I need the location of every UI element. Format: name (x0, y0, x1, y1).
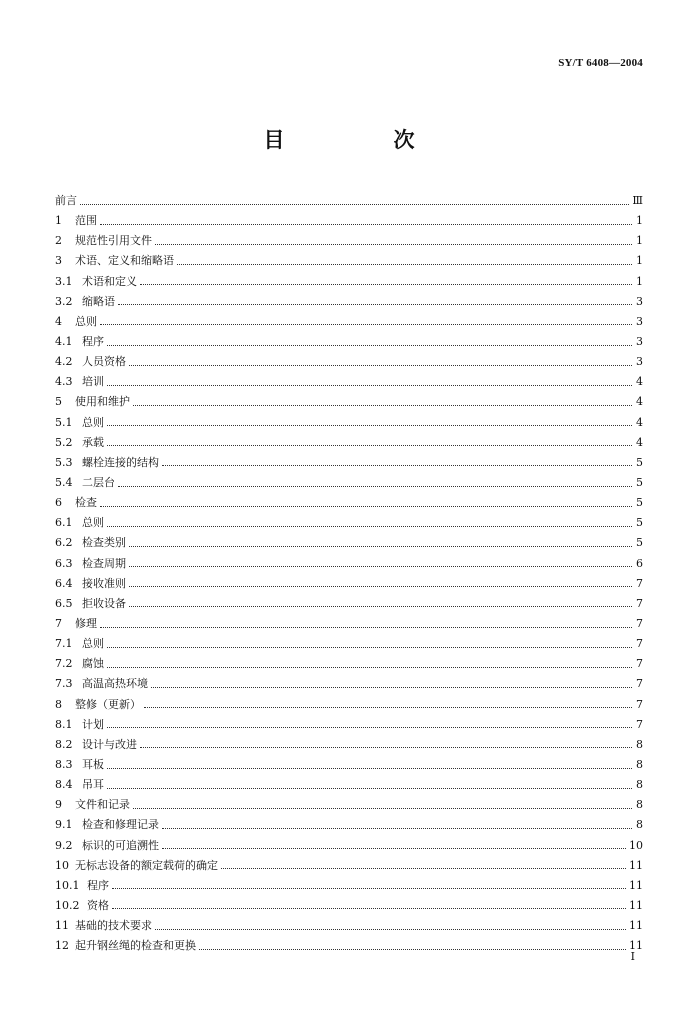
dot-leader (199, 949, 626, 950)
toc-entry-page: 11 (629, 898, 643, 912)
dot-leader (118, 486, 632, 487)
toc-entry[interactable] (55, 614, 643, 634)
toc-entry-page: 6 (636, 556, 643, 570)
toc-entry-number: 7.1 (55, 637, 73, 651)
toc-entry-page: 11 (629, 919, 643, 933)
toc-entry-title: 检查类别 (82, 536, 126, 550)
toc-entry[interactable] (55, 936, 643, 956)
toc-entry-page: 3 (636, 314, 643, 328)
toc-entry-page: 7 (636, 616, 643, 630)
toc-entry-title: 设计与改进 (82, 737, 137, 751)
toc-entry-number: 4.2 (55, 355, 73, 369)
dot-leader (140, 747, 632, 748)
toc-entry-page: 10 (629, 838, 643, 852)
toc-entry-number: 6.4 (55, 576, 73, 590)
toc-entry-page: 8 (636, 798, 643, 812)
toc-entry-title: 总则 (82, 637, 104, 651)
toc-entry[interactable] (55, 473, 643, 493)
toc-entry-title: 无标志设备的额定载荷的确定 (75, 858, 218, 872)
toc-entry-page: 7 (636, 596, 643, 610)
toc-entry-page: 5 (636, 475, 643, 489)
toc-entry-title: 前言 (55, 194, 77, 207)
dot-leader (107, 445, 632, 446)
dot-leader (107, 345, 632, 346)
toc-entry-title: 人员资格 (82, 355, 126, 369)
toc-entry[interactable] (55, 815, 643, 835)
toc-entry-page: 3 (636, 334, 643, 348)
toc-entry-number: 4 (55, 314, 62, 328)
dot-leader (100, 506, 632, 507)
toc-entry-page: 4 (636, 435, 643, 449)
toc-entry-number: 3.1 (55, 274, 73, 288)
toc-entry-page: Ⅲ (632, 194, 643, 207)
toc-entry[interactable] (55, 876, 643, 896)
toc-entry[interactable] (55, 755, 643, 775)
dot-leader (133, 405, 632, 406)
toc-entry-number: 11 (55, 919, 69, 933)
toc-entry-page: 1 (636, 274, 643, 288)
toc-entry-title: 吊耳 (82, 778, 104, 792)
toc-entry-page: 7 (636, 717, 643, 731)
dot-leader (107, 526, 632, 527)
toc-entry[interactable] (55, 513, 643, 533)
toc-entry-page: 5 (636, 536, 643, 550)
toc-entry[interactable] (55, 594, 643, 614)
toc-entry-title: 范围 (75, 214, 97, 228)
page-title: 目 次 (263, 127, 459, 152)
toc-entry-number: 9 (55, 798, 62, 812)
dot-leader (107, 647, 632, 648)
dot-leader (155, 929, 626, 930)
standard-code: SY/T 6408—2004 (558, 57, 643, 69)
toc-entry[interactable] (55, 493, 643, 513)
dot-leader (140, 284, 632, 285)
toc-entry[interactable] (55, 856, 643, 876)
dot-leader (107, 727, 632, 728)
toc-entry-number: 4.1 (55, 334, 73, 348)
dot-leader (107, 667, 632, 668)
toc-entry[interactable] (55, 211, 643, 231)
toc-entry[interactable] (55, 795, 643, 815)
toc-entry-title: 整修（更新） (75, 697, 141, 711)
toc-entry-title: 资格 (87, 898, 109, 912)
toc-entry[interactable] (55, 674, 643, 694)
toc-entry-number: 6.2 (55, 536, 73, 550)
toc-entry-title: 培训 (82, 375, 104, 389)
toc-entry-number: 4.3 (55, 375, 73, 389)
toc-entry-number: 1 (55, 214, 62, 228)
toc-entry[interactable] (55, 352, 643, 372)
toc-entry-title: 文件和记录 (75, 798, 130, 812)
toc-entry-number: 8.3 (55, 757, 73, 771)
toc-entry[interactable] (55, 191, 643, 211)
toc-entry-title: 螺栓连接的结构 (82, 455, 159, 469)
toc-entry[interactable] (55, 312, 643, 332)
toc-entry-page: 8 (636, 778, 643, 792)
toc-entry-number: 3.2 (55, 294, 73, 308)
toc-entry-title: 基础的技术要求 (75, 919, 152, 933)
toc-entry-number: 5.3 (55, 455, 73, 469)
toc-entry-number: 10 (55, 858, 69, 872)
toc-entry-page: 8 (636, 757, 643, 771)
toc-entry-number: 10.1 (55, 878, 80, 892)
dot-leader (129, 606, 632, 607)
dot-leader (129, 546, 632, 547)
toc-entry-number: 5.1 (55, 415, 73, 429)
toc-entry-page: 4 (636, 375, 643, 389)
toc-entry-number: 8.4 (55, 778, 73, 792)
dot-leader (100, 627, 632, 628)
toc-entry[interactable] (55, 272, 643, 292)
toc-entry-number: 8.1 (55, 717, 73, 731)
toc-entry[interactable] (55, 372, 643, 392)
toc-entry[interactable] (55, 896, 643, 916)
dot-leader (129, 586, 632, 587)
dot-leader (162, 465, 632, 466)
toc-entry-title: 缩略语 (82, 294, 115, 308)
dot-leader (100, 324, 632, 325)
toc-entry[interactable] (55, 533, 643, 553)
dot-leader (177, 264, 632, 265)
toc-entry-title: 二层台 (82, 475, 115, 489)
toc-entry-number: 6.5 (55, 596, 73, 610)
toc-entry-page: 1 (636, 214, 643, 228)
toc-entry[interactable] (55, 654, 643, 674)
toc-entry[interactable] (55, 231, 643, 251)
toc-entry-number: 8.2 (55, 737, 73, 751)
toc-entry[interactable] (55, 836, 643, 856)
dot-leader (107, 385, 632, 386)
dot-leader (221, 868, 626, 869)
toc-entry-title: 承载 (82, 435, 104, 449)
toc-entry-title: 接收准则 (82, 576, 126, 590)
toc-entry-title: 程序 (82, 334, 104, 348)
toc-entry[interactable] (55, 433, 643, 453)
toc-entry-number: 5.4 (55, 475, 73, 489)
toc-entry[interactable] (55, 735, 643, 755)
toc-entry[interactable] (55, 392, 643, 412)
toc-entry-number: 5 (55, 395, 62, 409)
toc-entry-page: 5 (636, 496, 643, 510)
toc-entry-page: 5 (636, 516, 643, 530)
toc-entry-title: 检查周期 (82, 556, 126, 570)
toc-entry-title: 标识的可追溯性 (82, 838, 159, 852)
toc-entry[interactable] (55, 453, 643, 473)
toc-entry-number: 9.2 (55, 838, 73, 852)
toc-entry-number: 10.2 (55, 898, 80, 912)
dot-leader (129, 566, 632, 567)
toc-entry-number: 8 (55, 697, 62, 711)
toc-entry-title: 耳板 (82, 757, 104, 771)
dot-leader (133, 808, 632, 809)
dot-leader (118, 304, 632, 305)
toc-entry-page: 7 (636, 697, 643, 711)
toc-entry-page: 4 (636, 395, 643, 409)
dot-leader (112, 888, 626, 889)
dot-leader (162, 848, 626, 849)
toc-entry-page: 3 (636, 355, 643, 369)
toc-entry-number: 12 (55, 939, 69, 953)
toc-entry-title: 计划 (82, 717, 104, 731)
dot-leader (129, 365, 632, 366)
toc-entry-page: 11 (629, 939, 643, 953)
toc-entry-number: 7.2 (55, 657, 73, 671)
toc-entry-title: 总则 (75, 314, 97, 328)
toc-entry-page: 3 (636, 294, 643, 308)
toc-entry-title: 检查和修理记录 (82, 818, 159, 832)
dot-leader (162, 828, 632, 829)
toc-entry-number: 3 (55, 254, 62, 268)
dot-leader (107, 425, 632, 426)
toc-entry[interactable] (55, 715, 643, 735)
dot-leader (80, 204, 629, 205)
toc-entry-number: 9.1 (55, 818, 73, 832)
toc-entry[interactable] (55, 332, 643, 352)
toc-entry[interactable] (55, 413, 643, 433)
toc-entry-page: 5 (636, 455, 643, 469)
toc-entry-title: 拒收设备 (82, 596, 126, 610)
page-number: Ⅰ (630, 950, 635, 963)
toc-entry[interactable] (55, 554, 643, 574)
toc-entry-number: 6.3 (55, 556, 73, 570)
toc-entry-number: 2 (55, 234, 62, 248)
toc-entry-title: 术语、定义和缩略语 (75, 254, 174, 268)
toc-entry-number: 6 (55, 496, 62, 510)
dot-leader (112, 908, 626, 909)
toc-entry[interactable] (55, 292, 643, 312)
toc-entry-title: 起升钢丝绳的检查和更换 (75, 939, 196, 953)
toc-entry-page: 1 (636, 234, 643, 248)
toc-entry-title: 总则 (82, 516, 104, 530)
toc-entry-title: 修理 (75, 616, 97, 630)
dot-leader (144, 707, 632, 708)
toc-entry-number: 5.2 (55, 435, 73, 449)
dot-leader (107, 768, 632, 769)
toc-entry[interactable] (55, 634, 643, 654)
toc-entry-title: 规范性引用文件 (75, 234, 152, 248)
toc-entry-number: 6.1 (55, 516, 73, 530)
toc-entry-title: 使用和维护 (75, 395, 130, 409)
toc-entry-title: 术语和定义 (82, 274, 137, 288)
toc-entry-page: 7 (636, 576, 643, 590)
toc-entry-title: 腐蚀 (82, 657, 104, 671)
toc-entry-title: 高温高热环境 (82, 677, 148, 691)
toc-entry-title: 总则 (82, 415, 104, 429)
dot-leader (107, 788, 632, 789)
toc-entry[interactable] (55, 775, 643, 795)
toc-entry-page: 1 (636, 254, 643, 268)
toc-entry[interactable] (55, 695, 643, 715)
toc-entry-title: 程序 (87, 878, 109, 892)
table-of-contents (55, 191, 643, 956)
toc-entry-page: 4 (636, 415, 643, 429)
toc-entry-number: 7 (55, 616, 62, 630)
toc-entry-title: 检查 (75, 496, 97, 510)
toc-entry-page: 11 (629, 858, 643, 872)
dot-leader (155, 244, 632, 245)
toc-entry[interactable] (55, 916, 643, 936)
toc-entry[interactable] (55, 574, 643, 594)
dot-leader (151, 687, 632, 688)
toc-entry-page: 7 (636, 677, 643, 691)
toc-entry-page: 8 (636, 818, 643, 832)
toc-entry-page: 7 (636, 637, 643, 651)
toc-entry-page: 7 (636, 657, 643, 671)
toc-entry-number: 7.3 (55, 677, 73, 691)
dot-leader (100, 224, 632, 225)
toc-entry-page: 8 (636, 737, 643, 751)
toc-entry-page: 11 (629, 878, 643, 892)
toc-entry[interactable] (55, 251, 643, 271)
